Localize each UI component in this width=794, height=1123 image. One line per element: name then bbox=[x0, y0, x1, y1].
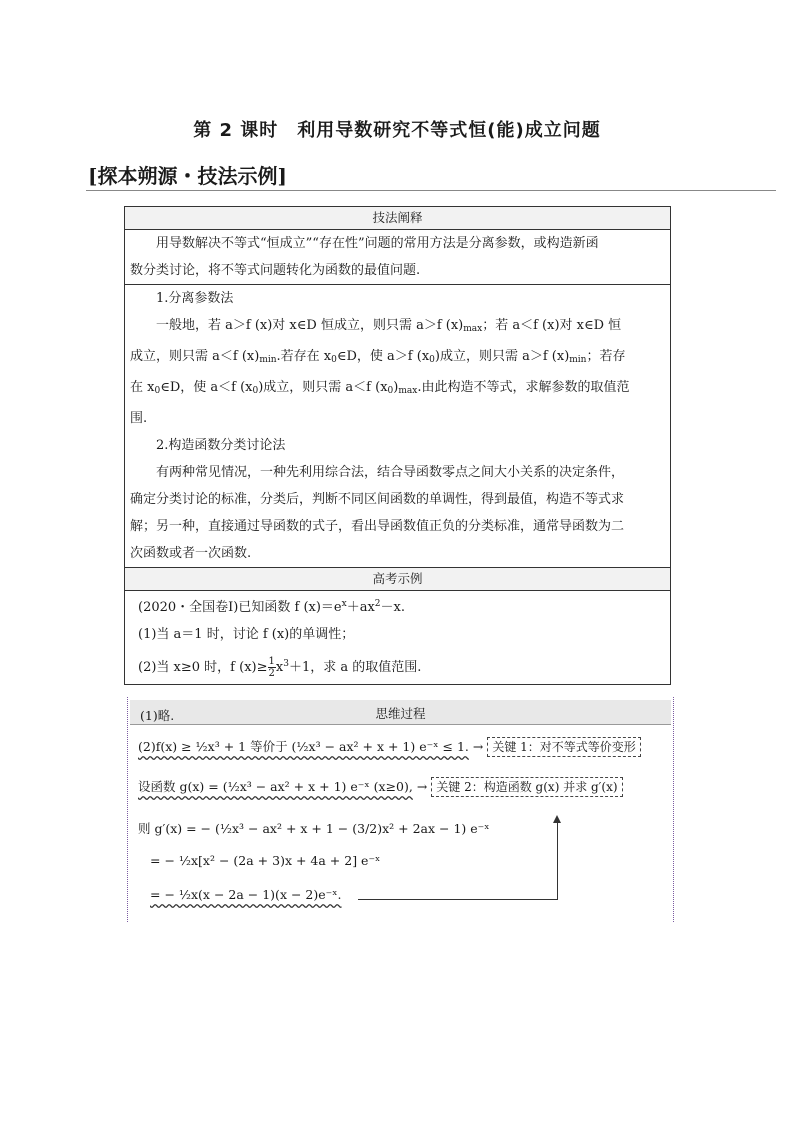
example-line: (1)当 a＝1 时，讨论 f (x)的单调性； bbox=[138, 627, 355, 642]
thinking-process-panel bbox=[127, 697, 674, 922]
method1-line: 成立，则只需 a＜f $(x)_{min}$.若存在 $x_0\in D$，使 a＞f $(x_0)$成立，则只需 a＞f $(x)_{min}$；若存 bbox=[130, 349, 626, 365]
method1-title: 1.分离参数法 bbox=[156, 291, 234, 306]
method2-title: 2.构造函数分类讨论法 bbox=[156, 438, 286, 453]
derivation-line-2: 设函数 g(x) = (½x³ − ax² + x + 1) e⁻ˣ (x≥0), → 关键 2：构造函数 g(x) 并求 g′(x) bbox=[138, 777, 623, 797]
methods-cell bbox=[125, 285, 670, 568]
method2-line: 解；另一种，直接通过导函数的式子，看出导函数值正负的分类标准，通常导函数为二 bbox=[130, 519, 625, 534]
page-title: 第 2 课时 利用导数研究不等式恒(能)成立问题 bbox=[193, 120, 601, 141]
method2-line: 有两种常见情况，一种先利用综合法，结合导函数零点之间大小关系的决定条件， bbox=[156, 465, 625, 480]
thinking-header bbox=[130, 700, 671, 725]
derivation-line-3: 则 g′(x) = − (½x³ − ax² + x + 1 − (3/2)x² + 2ax − 1) e⁻ˣ bbox=[138, 821, 490, 836]
method-table bbox=[124, 206, 671, 685]
example-line: (2)当 x≥0 时，f (x)≥ $\frac{1}{2}$ $x^3+1$，求 a 的取值范围. bbox=[138, 656, 422, 679]
derivation-line-1: (2)f(x) ≥ ½x³ + 1 等价于 (½x³ − ax² + x + 1) e⁻ˣ ≤ 1. → 关键 1：对不等式等价变形 bbox=[138, 737, 641, 757]
fraction-half: $\frac{1}{2}$ bbox=[268, 656, 275, 679]
step1-text: (1)略. bbox=[140, 708, 175, 723]
example-cell bbox=[125, 591, 670, 684]
table-header-method: 技法阐释 bbox=[125, 207, 670, 230]
section-heading: [探本朔源・技法示例] bbox=[88, 164, 287, 188]
intro-line: 数分类讨论，将不等式问题转化为函数的最值问题. bbox=[130, 263, 421, 278]
connector-line bbox=[557, 823, 558, 899]
thinking-title: 思维过程 bbox=[375, 706, 426, 721]
arrow-up-icon bbox=[553, 815, 561, 823]
key-point-1: 关键 1：对不等式等价变形 bbox=[487, 737, 640, 757]
table-header-example: 高考示例 bbox=[125, 568, 670, 591]
method2-line: 次函数或者一次函数. bbox=[130, 546, 252, 561]
example-line: (2020・全国卷Ⅰ)已知函数 f $(x)=e^x+ax^2-x$. bbox=[138, 599, 405, 615]
connector-line bbox=[358, 899, 558, 900]
derivation-line-5: = − ½x(x − 2a − 1)(x − 2)e⁻ˣ. bbox=[150, 887, 342, 902]
method1-line: 围. bbox=[130, 411, 148, 426]
key-point-2: 关键 2：构造函数 g(x) 并求 g′(x) bbox=[431, 777, 622, 797]
method2-line: 确定分类讨论的标准，分类后，判断不同区间函数的单调性，得到最值，构造不等式求 bbox=[130, 492, 625, 507]
method1-line: 一般地，若 a＞f (x)对 x∈D 恒成立，则只需 a＞f $(x)_{max}$；若 a＜f (x)对 x∈D 恒 bbox=[156, 318, 622, 334]
intro-cell bbox=[125, 230, 670, 285]
intro-line: 用导数解决不等式“恒成立”“存在性”问题的常用方法是分离参数，或构造新函 bbox=[156, 236, 599, 251]
derivation-line-4: = − ½x[x² − (2a + 3)x + 4a + 2] e⁻ˣ bbox=[150, 853, 381, 868]
section-divider bbox=[86, 190, 776, 191]
method1-line: 在 $x_0\in D$，使 a＜f $(x_0)$成立，则只需 a＜f $(x_0)_{max}$.由此构造不等式，求解参数的取值范 bbox=[130, 380, 630, 396]
